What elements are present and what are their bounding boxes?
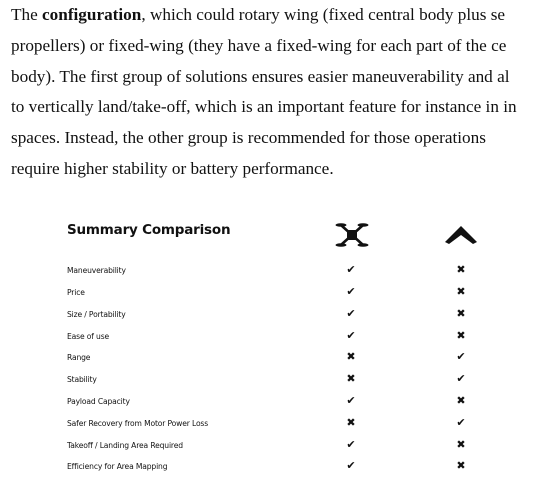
check-icon: ✔ xyxy=(346,459,356,472)
check-icon: ✔ xyxy=(346,307,356,320)
fixed-wing-icon xyxy=(443,223,479,247)
table-title: Summary Comparison xyxy=(67,222,231,238)
row-label: Stability xyxy=(67,375,97,384)
bold-term: configuration xyxy=(42,5,142,24)
row-label: Range xyxy=(67,353,91,362)
check-icon: ✔ xyxy=(346,263,356,276)
cross-icon: ✖ xyxy=(456,438,466,451)
paragraph-line: spaces. Instead, the other group is recommended for those operations xyxy=(11,128,486,148)
check-icon: ✔ xyxy=(346,329,356,342)
row-label: Safer Recovery from Motor Power Loss xyxy=(67,419,209,428)
check-icon: ✔ xyxy=(456,372,466,385)
paragraph-line: propellers) or fixed-wing (they have a fixed-wing for each part of the ce xyxy=(11,35,507,55)
row-label: Payload Capacity xyxy=(67,397,130,406)
paragraph-line: to vertically land/take-off, which is an important feature for instance in in xyxy=(11,97,517,117)
cross-icon: ✖ xyxy=(346,350,356,363)
row-label: Takeoff / Landing Area Required xyxy=(67,441,183,450)
cross-icon: ✖ xyxy=(346,416,356,429)
check-icon: ✔ xyxy=(346,438,356,451)
cross-icon: ✖ xyxy=(346,372,356,385)
check-icon: ✔ xyxy=(346,394,356,407)
paragraph-line: require higher stability or battery performance. xyxy=(11,158,334,178)
paragraph-line: The configuration, which could rotary wing (fixed central body plus se xyxy=(11,5,506,24)
cross-icon: ✖ xyxy=(456,263,466,276)
quadcopter-icon xyxy=(335,220,369,250)
row-label: Ease of use xyxy=(67,332,110,341)
row-label: Size / Portability xyxy=(67,310,126,319)
row-label: Price xyxy=(67,288,85,297)
check-icon: ✔ xyxy=(456,416,466,429)
cross-icon: ✖ xyxy=(456,459,466,472)
row-label: Efficiency for Area Mapping xyxy=(67,462,168,471)
check-icon: ✔ xyxy=(456,350,466,363)
paragraph-line: body). The first group of solutions ensures easier maneuverability and al xyxy=(11,66,510,86)
cross-icon: ✖ xyxy=(456,285,466,298)
cross-icon: ✖ xyxy=(456,307,466,320)
check-icon: ✔ xyxy=(346,285,356,298)
row-label: Maneuverability xyxy=(67,266,126,275)
cross-icon: ✖ xyxy=(456,329,466,342)
cross-icon: ✖ xyxy=(456,394,466,407)
